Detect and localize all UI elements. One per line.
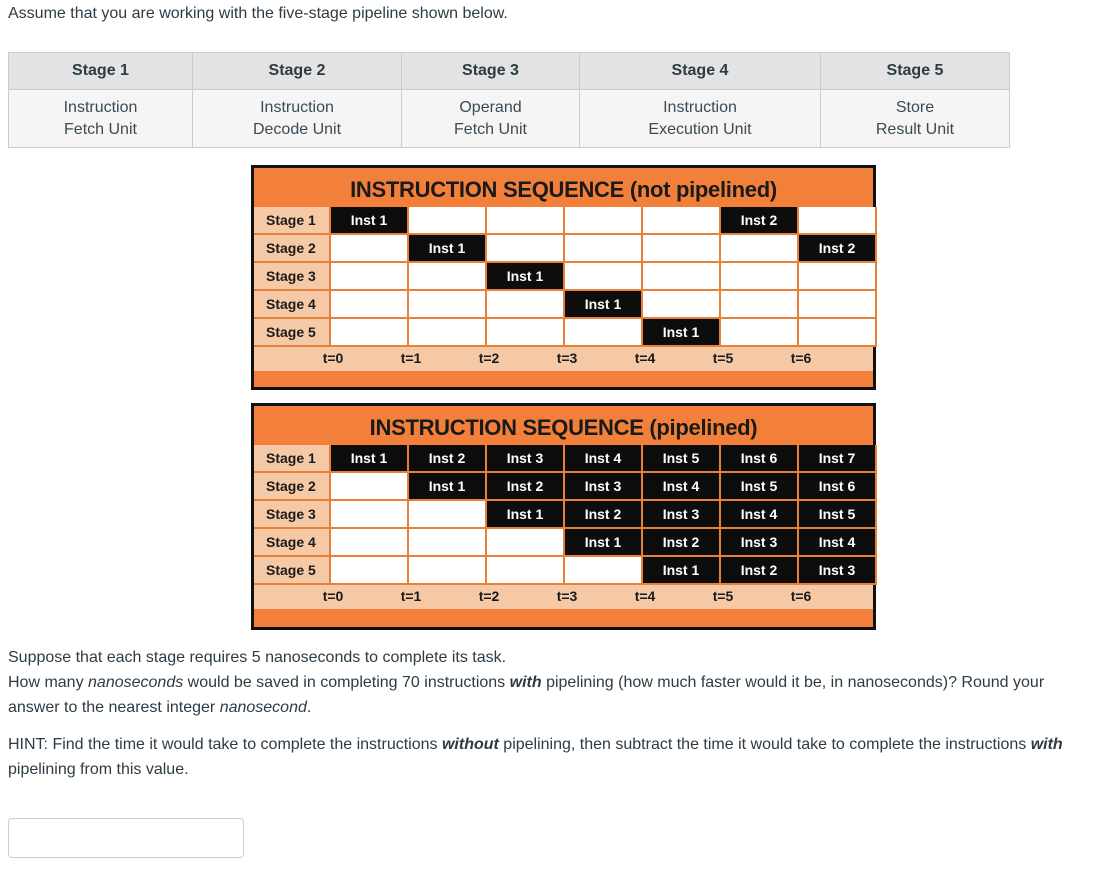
timeline-cell [487, 235, 565, 263]
hint-text: HINT: Find the time it would take to complete the instructions without pipelining, then subtract the time it would take to complete the instructions with pipelining from this value. [8, 736, 1063, 778]
stage-unit: Instruction Execution Unit [580, 90, 821, 148]
timeline-cell: Inst 1 [409, 473, 487, 501]
pipelined-title: INSTRUCTION SEQUENCE (pipelined) [369, 415, 758, 440]
timeline-cell [799, 319, 877, 347]
timeline-cell [643, 263, 721, 291]
time-label: t=4 [634, 588, 656, 604]
timeline-cell: Inst 3 [643, 501, 721, 529]
timeline-cell [331, 557, 409, 585]
timeline-cell [565, 263, 643, 291]
stage-header: Stage 4 [580, 53, 821, 90]
timeline-cell [799, 263, 877, 291]
timeline-cell [331, 473, 409, 501]
timeline-cell: Inst 2 [643, 529, 721, 557]
timeline-cell [409, 501, 487, 529]
timeline-cell [331, 291, 409, 319]
timeline-cell [487, 557, 565, 585]
stage-row-label: Stage 1 [254, 207, 331, 235]
timeline-cell: Inst 6 [721, 445, 799, 473]
timeline-cell [331, 235, 409, 263]
stage-unit: Store Result Unit [821, 90, 1010, 148]
pipelined-grid [254, 445, 873, 585]
stage-row-label: Stage 5 [254, 319, 331, 347]
timeline-cell: Inst 3 [799, 557, 877, 585]
timeline-cell [565, 207, 643, 235]
timeline-cell [643, 207, 721, 235]
timeline-cell [643, 235, 721, 263]
time-label: t=6 [790, 588, 812, 604]
pipeline-stages-table [8, 52, 1010, 148]
not-pipelined-grid [254, 207, 873, 347]
timeline-cell: Inst 1 [487, 501, 565, 529]
timeline-cell: Inst 1 [331, 207, 409, 235]
stage-unit: Instruction Fetch Unit [9, 90, 193, 148]
stage-row-label: Stage 3 [254, 501, 331, 529]
timeline-cell [565, 557, 643, 585]
timeline-cell [409, 291, 487, 319]
time-label: t=2 [478, 350, 500, 366]
timeline-cell: Inst 1 [331, 445, 409, 473]
timeline-cell: Inst 7 [799, 445, 877, 473]
stages-unit-row [9, 90, 1010, 148]
timeline-cell: Inst 2 [721, 207, 799, 235]
time-label: t=5 [712, 350, 734, 366]
timeline-cell [565, 319, 643, 347]
stage-unit: Operand Fetch Unit [402, 90, 580, 148]
timeline-cell: Inst 4 [565, 445, 643, 473]
timeline-cell [487, 291, 565, 319]
time-label: t=0 [322, 588, 344, 604]
timeline-cell [799, 207, 877, 235]
stage-row-label: Stage 2 [254, 473, 331, 501]
intro-text: Assume that you are working with the five-stage pipeline shown below. [8, 5, 508, 22]
stage-row-label: Stage 5 [254, 557, 331, 585]
timeline-cell: Inst 4 [721, 501, 799, 529]
timeline-cell [721, 263, 799, 291]
timeline-cell: Inst 5 [643, 445, 721, 473]
timeline-cell: Inst 2 [487, 473, 565, 501]
timeline-cell: Inst 4 [799, 529, 877, 557]
timeline-cell: Inst 1 [565, 291, 643, 319]
stage-row-label: Stage 4 [254, 291, 331, 319]
stage-header: Stage 1 [9, 53, 193, 90]
time-label: t=2 [478, 588, 500, 604]
timeline-cell [331, 501, 409, 529]
timeline-cell [331, 263, 409, 291]
stage-unit: Instruction Decode Unit [193, 90, 402, 148]
timeline-cell: Inst 2 [721, 557, 799, 585]
timeline-cell [799, 291, 877, 319]
timeline-cell [565, 235, 643, 263]
stage-row-label: Stage 4 [254, 529, 331, 557]
timeline-cell [643, 291, 721, 319]
timeline-cell: Inst 1 [487, 263, 565, 291]
time-label: t=5 [712, 588, 734, 604]
timeline-cell [409, 263, 487, 291]
timeline-cell: Inst 1 [643, 319, 721, 347]
not-pipelined-title: INSTRUCTION SEQUENCE (not pipelined) [350, 177, 777, 202]
timeline-cell [409, 529, 487, 557]
timeline-cell [721, 235, 799, 263]
stages-header-row [9, 53, 1010, 90]
time-label: t=6 [790, 350, 812, 366]
timeline-cell [409, 207, 487, 235]
timeline-cell: Inst 3 [721, 529, 799, 557]
timeline-cell [487, 529, 565, 557]
time-label: t=1 [400, 588, 422, 604]
timeline-cell: Inst 3 [565, 473, 643, 501]
timeline-cell [331, 319, 409, 347]
timeline-cell [721, 291, 799, 319]
timeline-cell: Inst 5 [799, 501, 877, 529]
answer-input[interactable] [8, 818, 244, 858]
timeline-cell: Inst 5 [721, 473, 799, 501]
time-label: t=3 [556, 588, 578, 604]
timeline-cell [487, 319, 565, 347]
time-label: t=4 [634, 350, 656, 366]
timeline-cell [331, 529, 409, 557]
stage-row-label: Stage 2 [254, 235, 331, 263]
not-pipelined-diagram [251, 165, 876, 390]
question-text: Suppose that each stage requires 5 nanoseconds to complete its task. How many nanoseconds would be saved in completing 70 instructions with pipelining (how much faster would it be, in nanoseconds)? Round your answer to the nearest integer nanosecond. [8, 649, 1045, 716]
stage-header: Stage 2 [193, 53, 402, 90]
timeline-cell: Inst 2 [799, 235, 877, 263]
timeline-cell [409, 319, 487, 347]
stage-header: Stage 5 [821, 53, 1010, 90]
pipelined-diagram [251, 403, 876, 630]
timeline-cell: Inst 1 [643, 557, 721, 585]
time-label: t=3 [556, 350, 578, 366]
timeline-cell [721, 319, 799, 347]
time-label: t=0 [322, 350, 344, 366]
timeline-cell: Inst 1 [409, 235, 487, 263]
timeline-cell: Inst 4 [643, 473, 721, 501]
time-label: t=1 [400, 350, 422, 366]
timeline-cell: Inst 3 [487, 445, 565, 473]
timeline-cell [409, 557, 487, 585]
timeline-cell: Inst 2 [409, 445, 487, 473]
timeline-cell: Inst 6 [799, 473, 877, 501]
pipelined-timebar [254, 585, 873, 609]
stage-header: Stage 3 [402, 53, 580, 90]
timeline-cell [487, 207, 565, 235]
not-pipelined-timebar [254, 347, 873, 371]
timeline-cell: Inst 1 [565, 529, 643, 557]
timeline-cell: Inst 2 [565, 501, 643, 529]
stage-row-label: Stage 3 [254, 263, 331, 291]
stage-row-label: Stage 1 [254, 445, 331, 473]
